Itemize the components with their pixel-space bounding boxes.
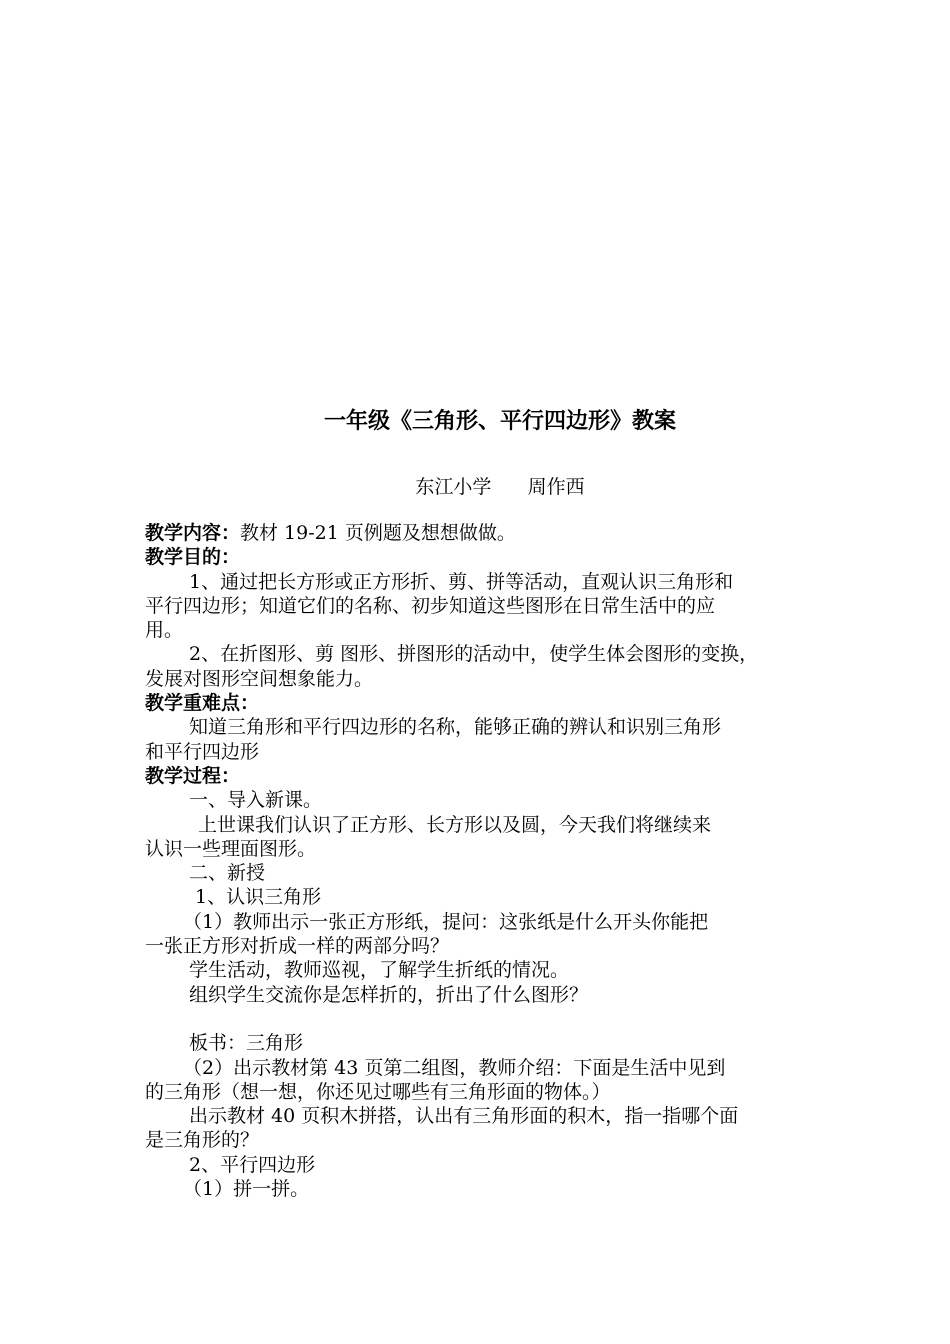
- process-line: 学生活动，教师巡视，了解学生折纸的情况。: [189, 959, 570, 982]
- goal-1-line-2: 平行四边形；知道它们的名称、初步知道这些图形在日常生活中的应: [145, 594, 716, 617]
- process-line: 1、认识三角形: [195, 886, 322, 909]
- document-title: 一年级《三角形、平行四边形》教案: [323, 409, 676, 434]
- process-line: 2、平行四边形: [189, 1153, 316, 1176]
- goal-2-line-2: 发展对图形空间想象能力。: [145, 667, 374, 690]
- process-line: 二、新授: [189, 862, 266, 885]
- process-line: 是三角形的？: [145, 1129, 260, 1152]
- process-line: （1）拼一拼。: [183, 1178, 310, 1201]
- process-line: 上世课我们认识了正方形、长方形以及圆，今天我们将继续来: [198, 813, 712, 836]
- process-line: 一、导入新课。: [189, 789, 323, 812]
- goal-1-line-1: 1、通过把长方形或正方形折、剪、拼等活动，直观认识三角形和: [189, 570, 734, 593]
- goal-2-line-1: 2、在折图形、剪 图形、拼图形的活动中，使学生体会图形的变换，: [189, 643, 759, 666]
- blank-line: [145, 1007, 815, 1031]
- process-heading: 教学过程：: [145, 764, 241, 787]
- process-line: 组织学生交流你是怎样折的，折出了什么图形？: [189, 983, 589, 1006]
- goals-heading: 教学目的：: [145, 546, 241, 569]
- goal-1-line-3: 用。: [145, 619, 184, 642]
- process-line: （2）出示教材第 43 页第二组图，教师介绍：下面是生活中见到: [183, 1056, 726, 1079]
- process-line: 的三角形（想一想，你还见过哪些有三角形面的物体。）: [145, 1080, 611, 1103]
- content-line: [145, 521, 815, 545]
- process-line: 一张正方形对折成一样的两部分吗？: [145, 935, 450, 958]
- document-body: [145, 521, 815, 1201]
- key-points-line-1: 知道三角形和平行四边形的名称，能够正确的辨认和识别三角形: [189, 716, 722, 739]
- process-line: （1）教师出示一张正方形纸，提问：这张纸是什么开头你能把: [183, 910, 709, 933]
- content-heading: 教学内容：: [145, 522, 241, 544]
- process-line: 认识一些理面图形。: [145, 837, 317, 860]
- process-line: 板书：三角形: [189, 1032, 304, 1055]
- key-points-heading: 教学重难点：: [145, 692, 260, 715]
- process-line: 出示教材 40 页积木拼搭，认出有三角形面的积木，指一指哪个面: [189, 1105, 739, 1128]
- author-line: 东江小学 周作西: [415, 476, 585, 498]
- content-text: 教材 19-21 页例题及想想做做。: [240, 522, 516, 544]
- key-points-line-2: 和平行四边形: [145, 740, 260, 763]
